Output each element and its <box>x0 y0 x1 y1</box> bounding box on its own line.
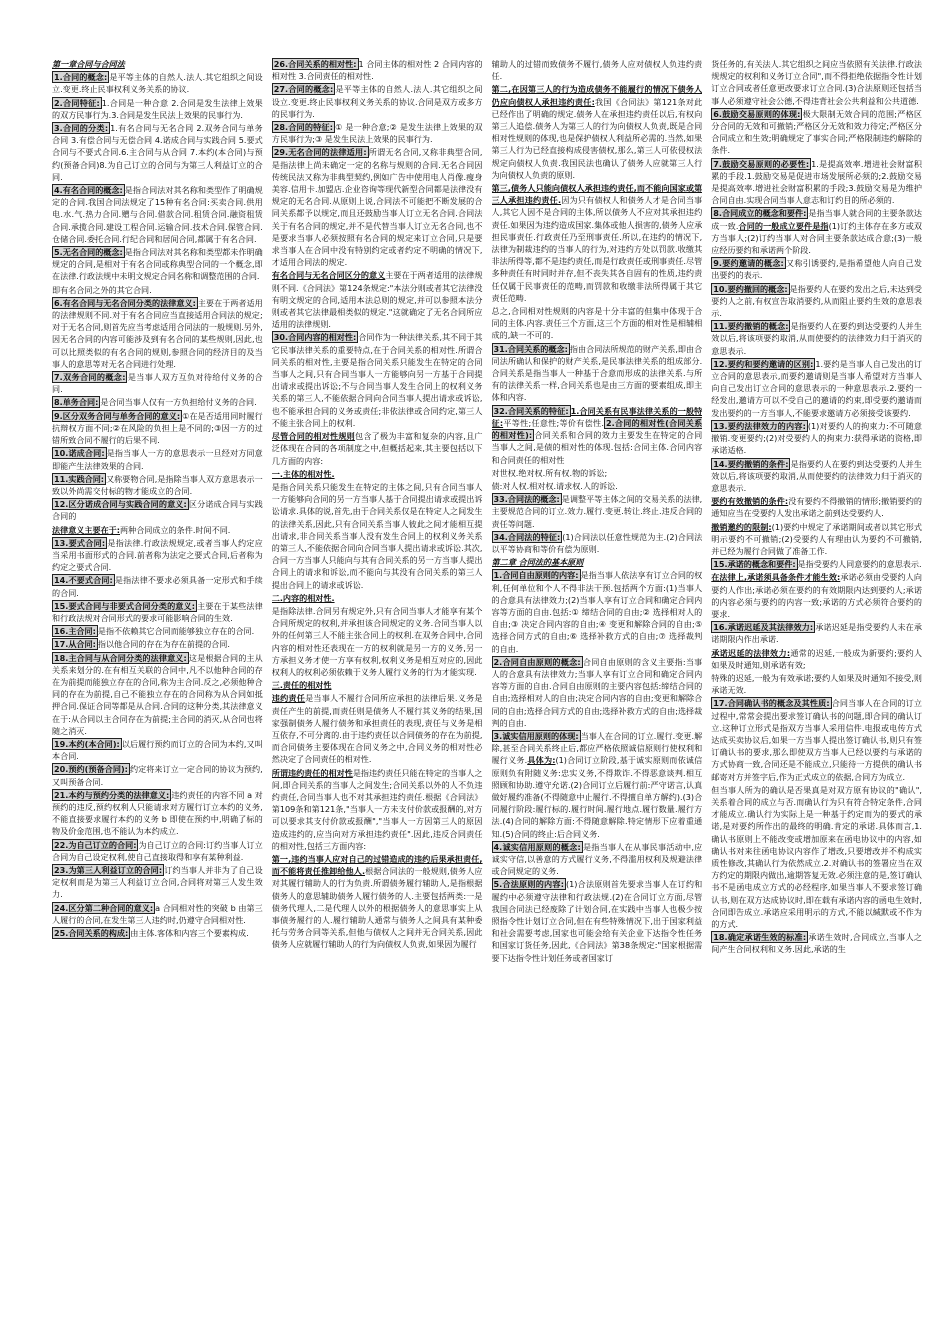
paragraph-text: 是平等主体的自然人.法人.其它组织之间设立.变更.终止民事权利义务关系的协议.合同是双方或多方的民事行为. <box>271 84 483 119</box>
paragraph <box>492 878 703 963</box>
term-label: 9.区分双务合同与单务合同的意义: <box>54 410 181 421</box>
paragraph <box>52 410 263 447</box>
paragraph <box>711 158 922 207</box>
paragraph-text: 是指不依赖其它合同而能够独立存在的合同. <box>97 626 255 637</box>
paragraph-text: 货任务的,有关法人.其它组织之间应当依照有关法律.行政法规规定的权利和义务订立合同",而不得拒绝依据指令性计划订立合同或者任意更改要求订立合同.(3)合法原则还包括当事人必须遵守社会公德,不得违背社会公共利益和公共道德. <box>711 59 922 106</box>
paragraph-text: 因为只有债权人和债务人才是合同当事人,其它人因不是合同的主体,所以债务人不应对其承担违约责任.如果因为违约造成国家.集体或他人损害的,债务人应承担民事责任.行政责任乃至刑事责任.所以,在违约的情况下,法律为制裁违约的当事人的行为,对违约方处以罚款.收缴其非法所得等,都不是违约责任,而是行政责任或刑事责任.尽管多种责任有时同时并存,但不丧失其各自固有的性质,违约责任仅属于民事责任的范畴,而罚款和收缴非法所得属于其它责任范畴. <box>491 195 703 303</box>
paragraph <box>492 405 703 466</box>
paragraph-text: 违约责任的内容不同 a 对预约的违反,预约权利人只能请求对方履行订立本约的义务,不能直接要求履行本约的义务 b 即使在预约中,明确了标的物及价金范围,也不能认为本约成立. <box>52 789 263 837</box>
paragraph <box>711 571 922 620</box>
paragraph <box>711 458 922 495</box>
emphasis-lead: 第三,债务人只能向债权人承担违约责任,而不能向国家或第三人承担违约责任. <box>491 183 703 206</box>
paragraph-text: 1.是提高效率.增进社会财富积累的手段.1.鼓励交易是促进市场发展所必须的;2.鼓励交易是提高效率.增进社会财富积累的手段;3.鼓励交易是为维护合同自由.实现合同当事人意志和订约目的所必须的. <box>711 158 922 206</box>
paragraph <box>272 58 483 82</box>
term-label: 11.实践合同: <box>54 473 105 484</box>
paragraph <box>711 495 922 519</box>
paragraph <box>272 605 483 678</box>
paragraph <box>52 71 263 95</box>
paragraph-text: 是指违约责任只能在特定的当事人之间,即合同关系的当事人之间发生;合同关系以外的人不负违约责任,合同当事人也不对其承担违约责任.根据《合同法》第109条和第121条,"当事人一方未支付价款或报酬的,对方可以要求其支付价款或报酬","当事人一方因第三人的原因造成违约的,应当向对方承担违约责任".因此,违反合同责任的相对性,包括三方面内容: <box>271 767 483 851</box>
term-label: 12.区分诺成合同与实践合同的意义: <box>54 499 187 510</box>
paragraph <box>711 672 922 696</box>
term-label: 17.合同确认书的概念及其性质: <box>713 698 830 709</box>
paragraph-text: (1)要约中规定了承诺期间或者以其它形式明示要约不可撤销;(2)受要约人有理由认为要约不可撤销,并已经为履行合同做了准备工作. <box>711 521 922 556</box>
term-label: 5.无名合同的概念: <box>54 247 123 258</box>
paragraph <box>52 574 263 598</box>
paragraph-text: 区分诺成合同与实践合同的 <box>52 499 263 522</box>
paragraph <box>52 625 263 637</box>
paragraph-text: (1)合法原则首先要求当事人在订约和履约中必须遵守法律和行政法规.(2)在合同订立方面,尽管我国合同法已经废除了计划合同,在实践中当事人也极少按照指令性计划订立合同,但在有些特殊情况下,出于国家利益和社会需要考虑,国家也可能会给有关企业下达指令性任务和国家订货任务,因此,《合同法》第38条规定:"国家根据需要下达指令性计划任务或者国家订 <box>491 879 703 963</box>
paragraph-text: 包含了极为丰富和复杂的内容,且广泛体现在合同的各项制度之中,但概括起来,其主要包括以下几方面的内容: <box>271 431 483 466</box>
emphasis-lead: 在法律上,承诺须具备条件才能生效: <box>711 572 841 583</box>
paragraph-text: 1.有名合同与无名合同 2.双务合同与单务合同 3.有偿合同与无偿合同 4.诺成合同与实践合同 5.要式合同与不要式合同.6.主合同与从合同 7.本约(本合同)与预约(预备合同)8.为自己订立的合同与为第三人利益订立的合同. <box>52 123 263 182</box>
paragraph <box>711 207 922 256</box>
paragraph-text: 是当事人双方互负对待给付义务的合同. <box>52 372 263 395</box>
paragraph-text: 两种合同成立的条件.时间不同. <box>120 524 231 535</box>
paragraph-text: 是指除法律.合同另有规定外,只有合同当事人才能享有某个合同所规定的权利,并承担该合同规定的义务.合同当事人以外的任何第三人不能主张合同上的权利.在双务合同中,合同内容的相对性还表现在一方的权利就是另一方的义务,另一方承担义务才使一方享有权利,权利义务是相互对应的,因此权利人的权利必须依赖于义务人履行义务的行为才能实现. <box>271 605 483 677</box>
paragraph <box>492 569 703 654</box>
paragraph-text: 是指当事人在从事民事活动中,应诚实守信,以善意的方式履行义务,不得滥用权利及规避法律或合同规定的义务. <box>491 841 703 877</box>
paragraph <box>492 480 703 492</box>
paragraph-text: (1)合同订立阶段,基于诚实原则而依诚信原则负有附随义务:忠实义务,不得欺诈.不得恶意谈判.相互照顾和协助.遵守允诺.(2)合同订立后履行前:严守诺言,认真做好履约准备(不得随意中止履行.不得擅自单方解约).(3)合同履行阶段:履行标的.履行时间.履行地点.履行数量.履行方法.(4)合同的解除方面:不得随意解除.特定情形下应着重通知.(5)合同的终止:后合同义务. <box>491 755 703 839</box>
term-label: 10.要约撤回的概念: <box>713 283 788 294</box>
emphasis-lead: 合同的一般成立要件是指 <box>738 220 829 231</box>
paragraph-text: 平等性;任意性;等价有偿性. <box>503 417 604 428</box>
paragraph <box>711 58 922 107</box>
term-label: 13.要约法律效力的内容: <box>713 420 806 431</box>
paragraph <box>272 767 483 852</box>
emphasis-lead: 法律意义主要在于: <box>52 524 120 535</box>
paragraph <box>711 621 922 645</box>
chapter-title: 第一章合同与合同法 <box>52 59 125 69</box>
paragraph-text: ① 是一种合意;② 是发生法律上效果的双方民事行为;③ 是发生民法上效果的民事行为. <box>271 122 483 145</box>
term-label: 4.诚实信用原则的概念: <box>493 841 581 852</box>
paragraph <box>52 638 263 650</box>
paragraph-text: 即有名合同之外的其它合同. <box>52 284 152 295</box>
term-label: 28.合同的特征: <box>273 122 333 133</box>
paragraph <box>492 58 703 82</box>
paragraph <box>52 763 263 787</box>
paragraph <box>492 493 703 530</box>
paragraph-text: 1 合同主体的相对性 2 合同内容的相对性 3.合同责任的相对性. <box>271 59 483 82</box>
paragraph-text: 合同自由原则的含义主要指:当事人的合意具有法律效力;当事人享有订立合同和确定合同内容等方面的自由.合同自由原则的主要内容包括:缔结合同的自由;选择相对人的自由;决定合同内容的自由;变更和解除合同的自由;选择合同方式的自由;选择补救方式的自由;选择裁判的自由. <box>491 656 703 728</box>
paragraph-text: 根据合同法的一般规则,债务人应对其履行辅助人的行为负责.所谓债务履行辅助人,是指根据债务人的意思辅助债务人履行债务的人.主要包括两类:一是债务代理人,二是代理人以外的根据债务人的意思事实上从事债务履行的人.履行辅助人通常与债务人之间具有某种委托与劳务合同等关系,但他与债权人之间并无合同关系,因此债务人应就履行辅助人的行为向债权人负责,如果因为履行 <box>271 866 483 950</box>
paragraph <box>711 420 922 457</box>
paragraph <box>272 481 483 591</box>
paragraph-text: (1)合同法以任意性规范为主.(2)合同法以平等协商和等价有偿为原则. <box>491 531 703 554</box>
emphasis-lead: 撤销邀约的限制: <box>711 521 772 532</box>
paragraph <box>52 473 263 497</box>
term-label: 22.为自己订立的合同: <box>54 839 137 850</box>
term-label: 14.不要式合同: <box>54 575 113 586</box>
paragraph <box>52 498 263 522</box>
paragraph-text: 合同关系和合同的效力主要发生在特定的合同当事人之间,是债的相对性的体现.包括:合同主体.合同内容和合同责任的相对性 <box>491 430 703 465</box>
term-label: 8.合同成立的概念和要件: <box>713 208 807 219</box>
paragraph <box>272 146 483 268</box>
emphasis-lead: 违约责任 <box>271 693 306 704</box>
paragraph-text: 合同作为一种法律关系,其不同于其它民事法律关系的重要特点,在于合同关系的相对性.所谓合同关系的相对性,主要是指合同关系只能发生在特定的合同当事人之间,只有合同当事人一方能够向另一方基于合同提出请求或提出诉讼;不与合同当事人发生合同上的权利义务关系的第三人,不能依据合同向合同当事人提出请求或诉讼,也不能承担合同的义务或责任;非依法律或合同约定,第三人不能主张合同上的权利. <box>271 332 483 428</box>
term-label: 34.合同法的特征: <box>493 531 561 542</box>
term-label: 16.承诺迟延及其法律效力: <box>713 622 814 633</box>
paragraph <box>272 853 483 951</box>
paragraph <box>52 371 263 395</box>
paragraph <box>52 97 263 121</box>
paragraph <box>492 343 703 404</box>
paragraph-text: 是指当事人一方的意思表示一旦经对方同意即能产生法律效果的合同. <box>52 448 263 471</box>
paragraph-text: 是指要约人在要约发出之后,未达到受要约人之前,有权宣告取消要约,从而阻止要约生效的意思表示. <box>711 283 922 319</box>
section-heading: 三.责任的相对性 <box>271 680 332 691</box>
paragraph-text: 合同当事人在合同的订立过程中,常常会提出要求签订确认书的问题,即合同的确认订立.这种订立形式是指双方当事人采用信件.电报或电传方式达成买卖协议后,如果一方当事人提出签订确认书,则只有签订确认书的要求,那么即使双方当事人已经以要约与承诺的方式协商一致,合同还是不能成立,只能待一方提供的确认书邮寄对方并签字后,作为正式成立的依据,合同方为成立. <box>711 698 922 782</box>
term-label: 5.合法原则的内容: <box>493 879 564 890</box>
paragraph <box>711 358 922 419</box>
paragraph <box>52 738 263 762</box>
paragraph <box>492 182 703 304</box>
term-label: 21.本约与预约分类的法律意义: <box>54 789 170 800</box>
paragraph <box>52 246 263 283</box>
term-label: 17.从合同: <box>54 639 96 650</box>
paragraph <box>492 467 703 479</box>
column-4 <box>711 58 922 1324</box>
paragraph <box>711 697 922 782</box>
paragraph <box>711 283 922 320</box>
paragraph-text: 是合同当事人仅有一方负担给付义务的合同. <box>100 397 257 408</box>
term-label: 2.合同特征: <box>54 97 100 108</box>
paragraph-text: 承诺生效时,合同成立,当事人之间产生合同权利和义务.因此,承诺的生 <box>711 932 922 955</box>
paragraph-text: 但当事人所为的确认是否果真是对双方原有协议的"确认",关系着合同的成立与否.而确认行为只有符合特定条件,合同才能成立.确认行为实际上是一种基于约定而为的要式的承诺,是对要约所作出的最终的明确.肯定的承诺.具体而言,1.确认书原则上不能改变或增加原来在函电协议中的内容,如确认书对来往函电协议内容作了增改,只要增改并不构成实质性修改,其确认行为依然成立.2.对确认书的签署应当在双方约定的期限内做出,逾期答复无效.必须注意的是,签订确认书不是函电成立方式的必经程序,如果当事人不要求签订确认书,则在双方达成协议时,即在载有承诺内容的函电生效时,合同即告成立.承诺应采用明示的方式,不能以缄默或不作为的方式. <box>711 784 922 930</box>
paragraph-text: 是指法律.行政法规规定,或者当事人约定应当采用书面形式的合同.前者称为法定之要式合同,后者称为约定之要式合同. <box>52 537 263 573</box>
term-label: 1.合同的概念: <box>54 72 108 83</box>
term-label: 30.合同内容的相对性: <box>273 332 357 343</box>
term-label: 10.诺成合同: <box>54 448 105 459</box>
emphasis-lead: 尽管合同的相对性规则 <box>271 431 356 442</box>
term-label: 7.双务合同的概念: <box>54 372 126 383</box>
emphasis-lead: 有名合同与无名合同区分的意义 <box>271 270 386 281</box>
paragraph-text: 极大限制无效合同的范围;严格区分合同的无效和可撤销;严格区分无效和效力待定;严格区分合同成立和生效;明确规定了事实合同;严格限制违约解除的条件. <box>711 108 922 156</box>
paragraph-text: 通常的迟延,一般成为新要约;要约人如果及时通知,则承诺有效; <box>711 647 922 670</box>
paragraph-text: 我国《合同法》第121条对此已经作出了明确的规定.债务人在承担违约责任以后,有权向第三人追偿.债务人为第三人的行为向债权人负责,既是合同相对性规则的体现,也是保护债权人利益所必需的.当然,如果第三人行为已经直接构成侵害债权,那么,第三人可依侵权法规定向债权人负责.我国民法也确认了债务人应就第三人行为向债权人负责的原则. <box>491 96 703 180</box>
term-label: 6.有名合同与无名合同分类的法律意义: <box>54 297 196 308</box>
term-label: 2.合同自由原则的概念: <box>493 656 581 667</box>
paragraph-text: 是指合同关系只能发生在特定的主体之间,只有合同当事人一方能够向合同的另一方当事人基于合同提出请求或提出诉讼请求.具体的说,首先,由于合同关系仅是在特定人之间发生的法律关系,因此,只有合同关系当事人彼此之间才能相互提出请求,非合同关系当事人没有发生合同上的权利义务关系的第三人,不能依据合同向合同当事人提出请求或诉讼.其次,合同一方当事人只能向与其有合同关系的另一方当事人提出合同上的请求和诉讼,而不能向与其没有合同关系的第三人提出合同上的请求或诉讼. <box>271 481 483 590</box>
paragraph-text: 主要在于两者适用的法律规则不同.《合同法》第124条规定:"本法分则或者其它法律没有明文规定的合同,适用本法总则的规定,并可以参照本法分则或者其它法律最相类似的规定."这就确定了无名合同所应适用的法律规则. <box>271 270 483 330</box>
paragraph-text: 承诺迟延是指受要约人未在承诺期限内作出承诺. <box>711 622 922 645</box>
paragraph <box>52 789 263 838</box>
paragraph <box>52 122 263 183</box>
paragraph-text: 对世权.绝对权.所有权.物的诉讼; <box>491 467 608 478</box>
paragraph <box>52 184 263 245</box>
paragraph-text: 订约当事人并非为了自己设定权利而是为第三人利益订立合同,合同将对第三人发生效力. <box>52 865 263 900</box>
paragraph <box>492 305 703 342</box>
term-label: 12.要约和要约邀请的区别: <box>713 358 814 369</box>
paragraph-text: 主要在于两者适用的法律规则不同.对于有名合同应当直接适用合同法的规定;对于无名合同,则首先应当考虑适用合同法的一般规则.另外,因无名合同的内容可能涉及到有名合同的某些规则,因此,也可以比照类似的有名合同的规则,参照合同的经济目的及当事人的意思等对无名合同进行处理. <box>52 297 263 369</box>
term-label: 14.要约撤销的条件: <box>713 458 789 469</box>
paragraph <box>52 297 263 370</box>
paragraph-text: 当事人在合同的订立.履行.变更.解除,甚至合同关系终止后,都应严格依照诚信原则行使权利和履行义务. <box>491 730 703 766</box>
paragraph <box>711 931 922 955</box>
paragraph <box>272 692 483 765</box>
paragraph-text: 是指要约人在要约到达受要约人并生效以后,将该项要约取消,从而使要约的法律效力归于消灭的意思表示. <box>711 321 922 356</box>
paragraph-text: (1)对要约人的拘束力:不可随意撤销.变更要约;(2)对受要约人的拘束力:获得承诺的资格,即承诺适格. <box>711 420 922 456</box>
paragraph <box>711 784 922 930</box>
paragraph <box>52 447 263 471</box>
paragraph-text: 为自己订立的合同:订约当事人订立合同为自己设定权利,使自己直接取得和享有某种利益. <box>52 839 263 862</box>
column-1 <box>52 58 263 1324</box>
paragraph-text: 又称要物合同,是指除当事人双方意思表示一致以外尚需交付标的物才能成立的合同. <box>52 473 263 496</box>
column-3 <box>492 58 703 1324</box>
paragraph-text: 是指合同法对其名称和类型作了明确规定的合同.我国合同法规定了15种有名合同:买卖合同.供用电.水.气.热力合同.赠与合同.借款合同.租赁合同.融资租赁合同.承揽合同.建设工程合同.运输合同.技术合同.保管合同.仓储合同.委托合同.行纪合同和居间合同,都属于有名合同. <box>52 185 263 244</box>
emphasis-lead: 具体为: <box>527 755 556 766</box>
term-label: 18.主合同与从合同分类的法律意义: <box>54 652 187 663</box>
paragraph <box>711 521 922 558</box>
paragraph <box>711 108 922 157</box>
paragraph <box>711 558 922 570</box>
paragraph <box>492 730 703 840</box>
term-label: 29.无名合同的法律适用: <box>273 147 367 158</box>
paragraph <box>52 864 263 901</box>
paragraph-text: 是平等主体的自然人.法人.其它组织之间设立.变更.终止民事权利义务关系的协议. <box>52 72 263 95</box>
section-heading: 二.内容的相对性. <box>271 592 335 603</box>
paragraph-text: 是指当事人就合同的主要条款达成一致. <box>711 208 922 231</box>
emphasis-lead: 第一,违约当事人应对自己的过错造成的违约后果承担责任,而不能将责任推卸给他人. <box>271 854 483 877</box>
term-label: 4.有名合同的概念: <box>54 185 123 196</box>
paragraph <box>52 284 263 296</box>
paragraph-text: 总之,合同相对性规则的内容是十分丰富的但集中体现于合同的主体.内容.责任三个方面,这三个方面的相对性是相辅相成的,缺一不可的. <box>491 306 703 341</box>
term-label: 3.诚实信用原则的体现: <box>493 730 579 741</box>
paragraph-text: 是指要约人在要约到达受要约人并生效以后,将该项要约取消,从而使要约的法律效力归于消灭的意思表示. <box>711 458 922 493</box>
paragraph-text: (1)订约主体存在多方或双方当事人;(2)订约当事人对合同主要条款达成合意;(3)一般应经历要约和承诺两个阶段. <box>711 220 922 256</box>
paragraph-text: 约定将来订立一定合同的协议为预约,又叫预备合同. <box>52 764 263 787</box>
paragraph <box>272 121 483 145</box>
term-label: 8.单务合同: <box>54 397 99 408</box>
paragraph <box>52 537 263 574</box>
paragraph-text: 又称引诱要约,是指希望他人向自己发出要约的表示. <box>711 258 922 281</box>
term-label: 23.为第三人利益订立的合同: <box>54 865 163 875</box>
term-label: 19.本约(本合同): <box>54 738 120 749</box>
term-label: 3.合同的分类: <box>54 123 109 134</box>
paragraph <box>711 257 922 281</box>
paragraph-text: 1.合同是一种合意 2.合同是发生法律上效果的双方民事行为.3.合同是发生民法上效果的民事行为. <box>52 97 263 120</box>
term-label: 15.承诺的概念和要件: <box>713 559 796 570</box>
paragraph-text: 所谓无名合同,又称非典型合同,是指法律上尚未确定一定的名称与规则的合同.无名合同因传统民法又称为非典型契约,例如广告中使用电人肖像.瘦身美容.信用卡.加盟店.企业咨询等现代新型合同都是法律没有规定的无名合同.从原则上说,合同法不可能把不断发展的合同关系都予以规定,而且还鼓励当事人订立无名合同.合同法关于有名合同的规定,并不是代替当事人订立无名合同,也不是要求当事人必须按照有名合同的规定来订立合同,只是要求当事人在合同中没有特别约定或者约定不明确的情况下,才适用合同法的规定. <box>271 147 483 268</box>
paragraph-text: 是指合同法对其名称和类型都未作明确规定的合同,是相对于有名合同或称典型合同的一个概念,即在法律.行政法规中未明文规定合同名称和调整范围的合同. <box>52 247 263 282</box>
paragraph-text: 指由合同法所规范的财产关系,即由合同法所确认和保护的财产关系,是民事法律关系的组成部分.合同关系是指当事人一种基于合意而形成的法律关系.与所有的法律关系一样,合同关系也是由三方面的要素组成,即主体和内容. <box>491 343 703 403</box>
term-label: 18.确定承诺生效的标准: <box>713 932 807 943</box>
paragraph-text: 债:对人权.相对权.请求权.人的诉讼. <box>491 480 618 491</box>
term-label: 32.合同关系的特征: <box>493 405 569 416</box>
emphasis-lead: 承诺迟延的法律效力: <box>711 647 791 658</box>
paragraph <box>52 524 263 536</box>
term-label: 11.要约撤销的概念: <box>713 321 789 332</box>
term-label: 1.合同自由原则的内容: <box>493 570 579 581</box>
term-label: 6.鼓励交易原则的体现: <box>713 108 801 119</box>
term-label: 15.要式合同与非要式合同分类的意义: <box>54 600 195 611</box>
paragraph-text: 以后履行预约而订立的合同为本约,又叫本合同. <box>52 738 263 762</box>
paragraph <box>492 656 703 729</box>
paragraph <box>52 600 263 624</box>
term-label: 31.合同关系的概念: <box>493 343 568 354</box>
paragraph <box>272 331 483 429</box>
paragraph <box>711 320 922 357</box>
paragraph <box>492 531 703 555</box>
term-label: 16.主合同: <box>54 626 96 637</box>
term-label: 26.合同关系的相对性: <box>273 59 357 69</box>
paragraph <box>52 927 263 939</box>
paragraph-text: 主要在于某些法律和行政法规对合同形式的要求可能影响合同的生效. <box>52 600 263 623</box>
emphasis-lead: 第二,在因第三人的行为造成债务不能履行的情况下债务人仍应向债权人承担违约责任: <box>491 84 703 107</box>
term-label: 7.鼓励交易原则的必要性: <box>713 158 810 169</box>
paragraph-text: 由主体.客体和内容三个要素构成. <box>130 928 249 939</box>
section-heading: 一.主体的相对性. <box>271 468 335 479</box>
term-label: 9.要约邀请的概念: <box>713 258 784 269</box>
paragraph-text: 没有要约不得撤销的情形;撤销要约的通知应当在受要约人发出承诺之前到达受要约人. <box>711 496 922 519</box>
paragraph-text: 指以他合同的存在为存在前提的合同. <box>97 639 230 650</box>
paragraph-text: 是指法律不要求必须具备一定形式和手续的合同. <box>52 575 263 598</box>
term-label: 24.区分第二种合同的意义: <box>54 902 154 913</box>
paragraph-text: 是调整平等主体之间的交易关系的法律,主要规范合同的订立.效力.履行.变更.转让.终止.违反合同的责任等问题. <box>491 494 703 529</box>
term-label: 25.合同关系的构成: <box>54 928 129 939</box>
emphasis-lead: 所谓违约责任的相对性 <box>271 767 353 778</box>
paragraph <box>272 83 483 120</box>
paragraph-text: a 合同相对性的突破 b 由第三人履行的合同,在发生第三人违约时,仍遵守合同相对性. <box>52 902 263 925</box>
paragraph <box>272 430 483 467</box>
paragraph <box>52 396 263 408</box>
term-label: 20.预约(预备合同): <box>54 764 128 775</box>
emphasis-lead: 1.合同关系有民事法律关系的一般特征: <box>491 405 703 428</box>
term-label: 33.合同法的概念: <box>493 494 560 505</box>
paragraph-text: 是指当事人依法享有订立合同的权利,任何单位和个人不得非法干预.包括两个方面:(1)当事人的合意具有法律效力;(2)当事人享有订立合同和确定合同内容等方面的自由.包括:① 缔结合同的自由;② 选择相对人的自由;③ 决定合同内容的自由;④ 变更和解除合同的自由;⑤ 选择合同方式的自由;⑥ 选择补救方式的自由;⑦ 选择裁判的自由. <box>491 570 703 654</box>
paragraph-text: 辅助人的过错而致债务不履行,债务人应对债权人负违约责任. <box>491 59 703 82</box>
paragraph <box>52 902 263 926</box>
paragraph <box>52 652 263 737</box>
paragraph-text: 1.要约是当事人自己发出的订立合同的意思表示,而要约邀请则是当事人希望对方当事人向自己发出订立合同的意思表示的一种意思表示.2.要约一经发出,邀请方可以不受自己的邀请的约束,即受要约邀请而发出要约的一方当事人,不能要求邀请方必须接受该要约. <box>711 358 922 418</box>
paragraph <box>52 839 263 863</box>
paragraph-text: 承诺必须由受要约人向要约人作出;承诺必须在要约的有效期限内达到要约人;承诺的内容必须与要约的内容一致;承诺的方式必须符合要约的要求. <box>711 572 922 619</box>
paragraph-text: ①在是否适用同时履行抗辩权方面不同;②在风险的负担上是不同的;③因一方的过错所致合同不履行的后果不同. <box>52 410 263 446</box>
term-label: 27.合同的概念: <box>273 84 334 95</box>
paragraph-text: 特殊的迟延,一般为有效承诺;要约人如果及时通知不接受,则承诺无效. <box>711 672 922 696</box>
term-label: 2.合同的相对性(合同关系的相对性): <box>491 417 703 441</box>
paragraph-text: 是当事人不履行合同所应承担的法律后果.义务是责任产生的前提,而责任则是债务人不履行其义务的结果,国家强制债务人履行债务和承担责任的表现,责任与义务是相互依存,不可分离的.由于违约责任以合同债务的存在为前提,而合同债务主要体现在合同义务之中,合同义务的相对性必然决定了合同责任的相对性. <box>271 693 483 765</box>
paragraph-text: 是指受要约人同意要约的意思表示. <box>797 559 922 570</box>
paragraph-text: 这是根据合同的主从关系来划分的.在有相互关联的合同中,凡不以他种合同的存在为前提而能独立存在的合同,称为主合同.反之,必须他种合同的存在为前提,自己不能独立存在的合同称为从合同如抵押合同.保证合同等都是从合同.合同的这种分类,其法律意义在于:从合同以主合同存在为前提;主合同的消灭,从合同也将随之消灭. <box>52 652 263 736</box>
column-2 <box>272 58 483 1324</box>
paragraph <box>711 647 922 671</box>
chapter-title: 第二章 合同法的基本原则 <box>491 557 584 568</box>
paragraph <box>492 83 703 181</box>
paragraph <box>272 269 483 330</box>
term-label: 13.要式合同: <box>54 537 106 548</box>
paragraph <box>492 841 703 878</box>
emphasis-lead: 要约有效撤销的条件: <box>711 496 789 507</box>
